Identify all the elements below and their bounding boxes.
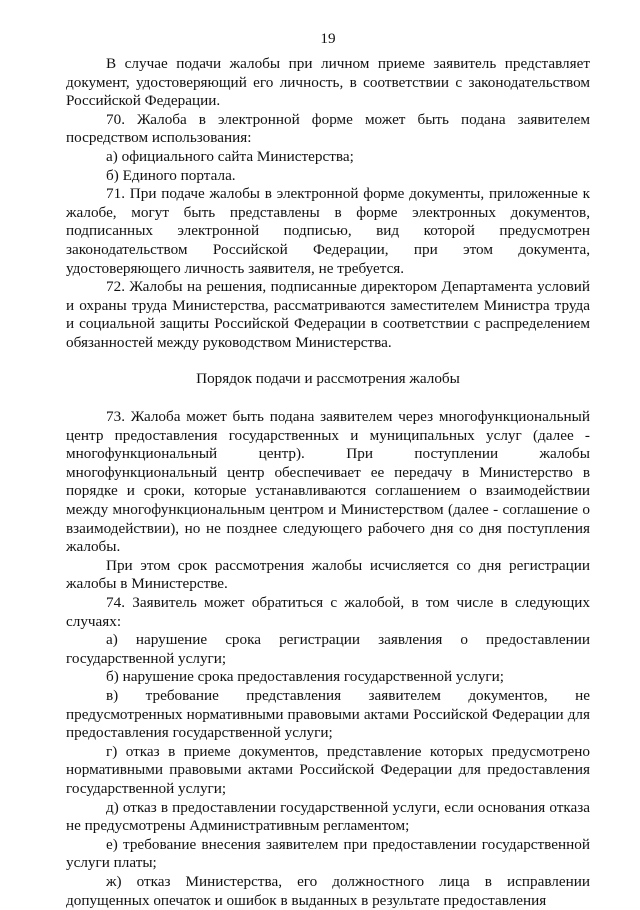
- document-body: [66, 55, 590, 910]
- page-number: 19: [320, 30, 336, 47]
- paragraph-72: 72. Жалобы на решения, подписанные директором Департамента условий и охраны труда Министерства, рассматриваются заместителем Министра труда и социальной защиты Российской Федерации в соответствии с распределением обязанностей между руководством Министерства.: [66, 278, 590, 351]
- paragraph-74-a: а) нарушение срока регистрации заявления о предоставлении государственной услуги;: [66, 631, 590, 667]
- paragraph-74-g: г) отказ в приеме документов, представление которых предусмотрено нормативными правовыми актами Российской Федерации для предоставления государственной услуги;: [66, 742, 590, 797]
- paragraph-74-b: б) нарушение срока предоставления государственной услуги;: [106, 668, 504, 686]
- paragraph-70-b: б) Единого портала.: [106, 166, 236, 184]
- paragraph-71: 71. При подаче жалобы в электронной форме документы, приложенные к жалобе, могут быть представлены в форме электронных документов, подписанных электронной подписью, вид которой предусмотрен законодательством Российской Федерации, при этом документа, удостоверяющего личность заявителя, не требуется.: [66, 185, 590, 277]
- section-heading: Порядок подачи и рассмотрения жалобы: [196, 369, 460, 387]
- paragraph-74: 74. Заявитель может обратиться с жалобой, в том числе в следующих случаях:: [66, 594, 590, 630]
- paragraph-73-term: При этом срок рассмотрения жалобы исчисляется со дня регистрации жалобы в Министерстве.: [66, 556, 590, 593]
- paragraph-73: 73. Жалоба может быть подана заявителем через многофункциональный центр предоставления государственных и муниципальных услуг (далее - многофункциональный центр). При поступлении жалобы многофункциональный центр обеспечивает ее передачу в Министерство в порядке и сроки, которые устанавливаются соглашением о взаимодействии между многофункциональным центром и Министерством (далее - соглашение о взаимодействии), но не позднее следующего рабочего дня со дня поступления жалобы.: [66, 408, 590, 556]
- paragraph-74-e: е) требование внесения заявителем при предоставлении государственной услуги платы;: [66, 835, 590, 872]
- paragraph-74-d: д) отказ в предоставлении государственной услуги, если основания отказа не предусмотрены Административным регламентом;: [66, 798, 590, 835]
- paragraph-70: 70. Жалоба в электронной форме может быть подана заявителем посредством использования:: [66, 110, 590, 147]
- paragraph-74-v: в) требование представления заявителем документов, не предусмотренных нормативными правовыми актами Российской Федерации для предоставления государственной услуги;: [66, 687, 590, 742]
- document-page: [66, 0, 590, 909]
- paragraph-70-a: а) официального сайта Министерства;: [106, 147, 354, 165]
- paragraph-74-zh: ж) отказ Министерства, его должностного лица в исправлении допущенных опечаток и ошибок в выданных в результате предоставления: [66, 872, 590, 909]
- paragraph-personal-reception: В случае подачи жалобы при личном приеме заявитель представляет документ, удостоверяющий его личность, в соответствии с законодательством Российской Федерации.: [66, 55, 590, 110]
